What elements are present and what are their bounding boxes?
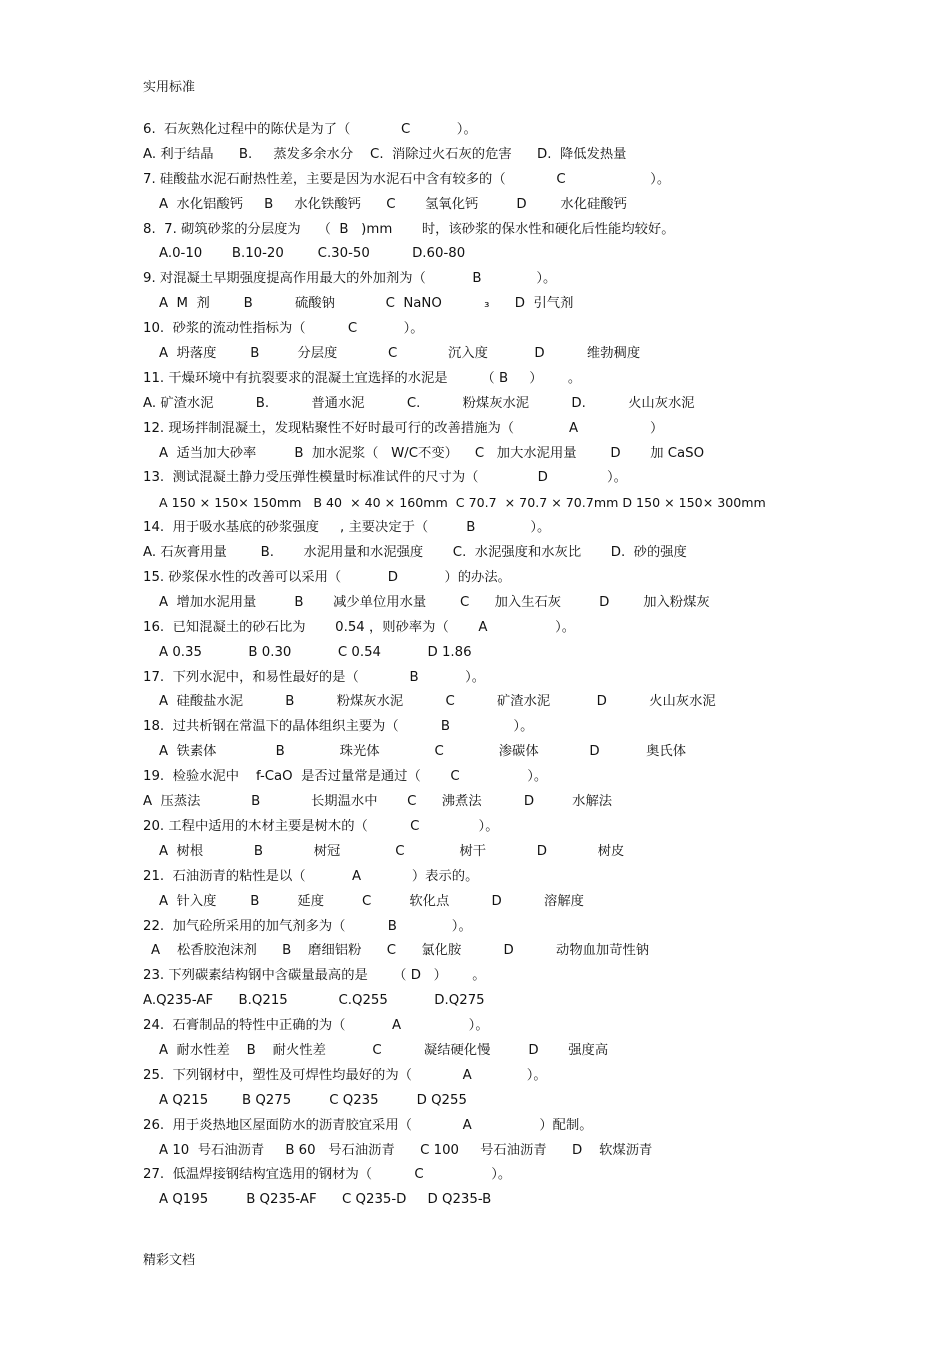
- options-21: A 针入度 B 延度 C 软化点 D 溶解度: [159, 893, 584, 909]
- question-26: 26. 用于炎热地区屋面防水的沥青胶宜采用（ A ）配制。: [143, 1117, 593, 1133]
- question-13: 13. 测试混凝土静力受压弹性模量时标准试件的尺寸为（ D ）。: [143, 470, 627, 486]
- question-17: 17. 下列水泥中，和易性最好的是（ B ）。: [143, 669, 486, 685]
- options-12: A 适当加大砂率 B 加水泥浆（ W/C不变） C 加大水泥用量 D 加 CaSO: [159, 445, 705, 461]
- question-15: 15. 砂浆保水性的改善可以采用（ D ）的办法。: [143, 570, 511, 586]
- options-10: A 坍落度 B 分层度 C 沉入度 D 维勃稠度: [159, 346, 641, 362]
- question-23: 23. 下列碳素结构钢中含碳量最高的是 （ D ） 。: [143, 968, 486, 984]
- question-12: 12. 现场拌制混凝土，发现粘聚性不好时最可行的改善措施为（ A ）: [143, 420, 664, 436]
- question-16: 16. 已知混凝土的砂石比为 0.54 ，则砂率为（ A ）。: [143, 619, 576, 635]
- options-20: A 树根 B 树冠 C 树干 D 树皮: [159, 843, 625, 859]
- question-24: 24. 石膏制品的特性中正确的为（ A ）。: [143, 1018, 489, 1034]
- question-list: [143, 118, 923, 1213]
- question-14: 14. 用于吸水基底的砂浆强度 , 主要决定于（ B ）。: [143, 520, 551, 536]
- options-19: A 压蒸法 B 长期温水中 C 沸煮法 D 水解法: [143, 794, 613, 810]
- options-14: A. 石灰膏用量 B. 水泥用量和水泥强度 C. 水泥强度和水灰比 D. 砂的强度: [143, 545, 687, 561]
- question-9: 9. 对混凝土早期强度提高作用最大的外加剂为（ B ）。: [143, 271, 557, 287]
- question-20: 20. 工程中适用的木材主要是树木的（ C ）。: [143, 818, 499, 834]
- options-11: A. 矿渣水泥 B. 普通水泥 C. 粉煤灰水泥 D. 火山灰水泥: [143, 395, 695, 411]
- options-6: A. 利于结晶 B. 蒸发多余水分 C. 消除过火石灰的危害 D. 降低发热量: [143, 146, 627, 162]
- options-9: A M 剂 B 硫酸钠 C NaNO ₃ D 引气剂: [159, 296, 574, 312]
- page-footer: 精彩文档: [143, 1253, 196, 1268]
- options-15: A 增加水泥用量 B 减少单位用水量 C 加入生石灰 D 加入粉煤灰: [159, 594, 710, 610]
- question-11: 11. 干燥环境中有抗裂要求的混凝土宜选择的水泥是 （ B ） 。: [143, 370, 582, 386]
- question-10: 10. 砂浆的流动性指标为（ C ）。: [143, 321, 424, 337]
- options-27: A Q195 B Q235-AF C Q235-D D Q235-B: [159, 1192, 492, 1208]
- options-13: A 150 × 150× 150mm B 40 × 40 × 160mm C 70.7 × 70.7 × 70.7mm D 150 × 150× 300mm: [159, 495, 766, 511]
- question-22: 22. 加气砼所采用的加气剂多为（ B ）。: [143, 918, 472, 934]
- question-25: 25. 下列钢材中，塑性及可焊性均最好的为（ A ）。: [143, 1067, 547, 1083]
- options-7: A 水化铝酸钙 B 水化铁酸钙 C 氢氧化钙 D 水化硅酸钙: [159, 196, 627, 212]
- options-22: A 松香胶泡沫剂 B 磨细铝粉 C 氯化胺 D 动物血加苛性钠: [151, 943, 650, 959]
- options-26: A 10 号石油沥青 B 60 号石油沥青 C 100 号石油沥青 D 软煤沥青: [159, 1142, 653, 1158]
- options-25: A Q215 B Q275 C Q235 D Q255: [159, 1092, 467, 1108]
- options-24: A 耐水性差 B 耐火性差 C 凝结硬化慢 D 强度高: [159, 1042, 609, 1058]
- question-18: 18. 过共析钢在常温下的晶体组织主要为（ B ）。: [143, 719, 534, 735]
- question-21: 21. 石油沥青的粘性是以（ A ）表示的。: [143, 868, 479, 884]
- question-19: 19. 检验水泥中 f-CaO 是否过量常是通过（ C ）。: [143, 769, 548, 785]
- options-16: A 0.35 B 0.30 C 0.54 D 1.86: [159, 644, 472, 660]
- question-6: 6. 石灰熟化过程中的陈伏是为了（ C ）。: [143, 122, 477, 137]
- page-header: 实用标准: [143, 80, 196, 95]
- options-8: A.0-10 B.10-20 C.30-50 D.60-80: [159, 246, 466, 262]
- question-8: 8. 7. 砌筑砂浆的分层度为 （ B )mm 时，该砂浆的保水性和硬化后性能均较好。: [143, 221, 675, 237]
- options-17: A 硅酸盐水泥 B 粉煤灰水泥 C 矿渣水泥 D 火山灰水泥: [159, 694, 716, 710]
- options-23: A.Q235-AF B.Q215 C.Q255 D.Q275: [143, 993, 485, 1009]
- options-18: A 铁素体 B 珠光体 C 渗碳体 D 奥氏体: [159, 744, 686, 760]
- question-27: 27. 低温焊接钢结构宜选用的钢材为（ C ）。: [143, 1167, 512, 1183]
- question-7: 7. 硅酸盐水泥石耐热性差，主要是因为水泥石中含有较多的（ C ）。: [143, 171, 671, 187]
